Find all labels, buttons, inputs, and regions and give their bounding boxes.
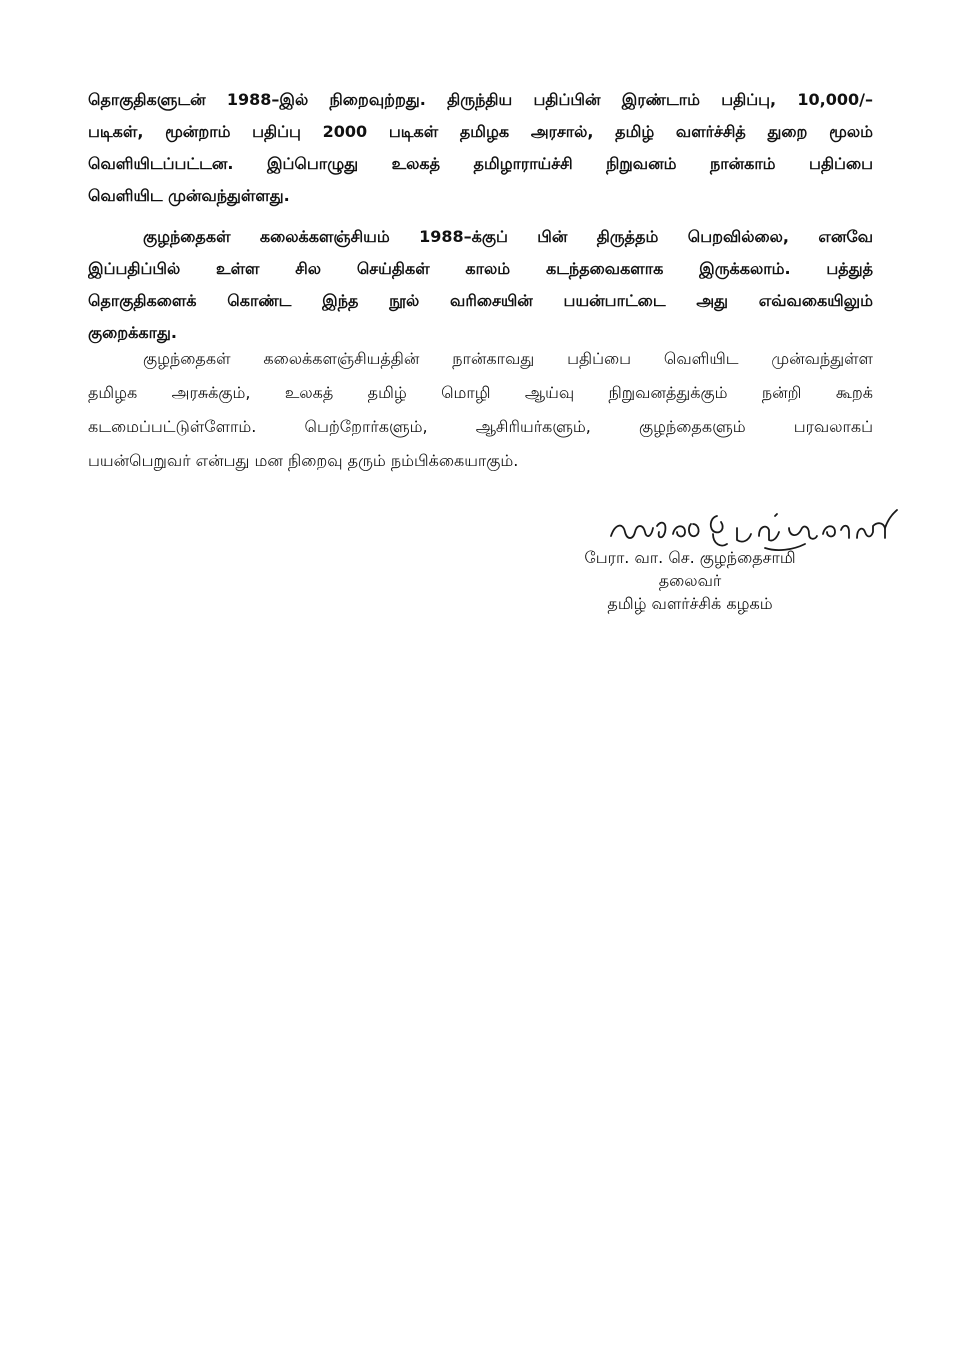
paragraph-line: வெளியிட முன்வந்துள்ளது. [88, 186, 290, 205]
paragraph-line: கடமைப்பட்டுள்ளோம். பெற்றோர்களும், ஆசிரியர்களும், குழந்தைகளும் பரவலாகப் [88, 417, 873, 436]
paragraph-line: இப்பதிப்பில் உள்ள சில செய்திகள் காலம் கடந்தவைகளாக இருக்கலாம். பத்துத் [88, 259, 873, 278]
paragraph-line: தமிழக அரசுக்கும், உலகத் தமிழ் மொழி ஆய்வு நிறுவனத்துக்கும் நன்றி கூறக் [88, 383, 873, 402]
paragraph-line: தொகுதிகளுடன் 1988–இல் நிறைவுற்றது. திருந்திய பதிப்பின் இரண்டாம் பதிப்பு, 10,000/– [88, 90, 873, 109]
paragraph-line: குறைக்காது. [88, 323, 177, 342]
paragraph-line: தொகுதிகளைக் கொண்ட இந்த நூல் வரிசையின் பயன்பாட்டை அது எவ்வகையிலும் [88, 291, 873, 310]
signature-block [560, 546, 820, 615]
signatory-organization: தமிழ் வளர்ச்சிக் கழகம் [607, 594, 773, 613]
paragraph-line: பயன்பெறுவர் என்பது மன நிறைவு தரும் நம்பிக்கையாகும். [88, 451, 519, 470]
paragraph-line: குழந்தைகள் கலைக்களஞ்சியம் 1988–க்குப் பின் திருத்தம் பெறவில்லை, எனவே [143, 227, 873, 246]
signatory-title: தலைவர் [658, 571, 722, 590]
paragraph-3 [88, 342, 873, 478]
paragraph-line: படிகள், மூன்றாம் பதிப்பு 2000 படிகள் தமிழக அரசால், தமிழ் வளர்ச்சித் துறை மூலம் [88, 122, 873, 141]
paragraph-line: குழந்தைகள் கலைக்களஞ்சியத்தின் நான்காவது பதிப்பை வெளியிட முன்வந்துள்ள [143, 349, 873, 368]
paragraph-line: வெளியிடப்பட்டன. இப்பொழுது உலகத் தமிழாராய்ச்சி நிறுவனம் நான்காம் பதிப்பை [88, 154, 873, 173]
signatory-name: பேரா. வா. செ. குழந்தைசாமி [584, 548, 796, 567]
paragraph-1 [88, 84, 873, 212]
paragraph-2 [88, 221, 873, 349]
